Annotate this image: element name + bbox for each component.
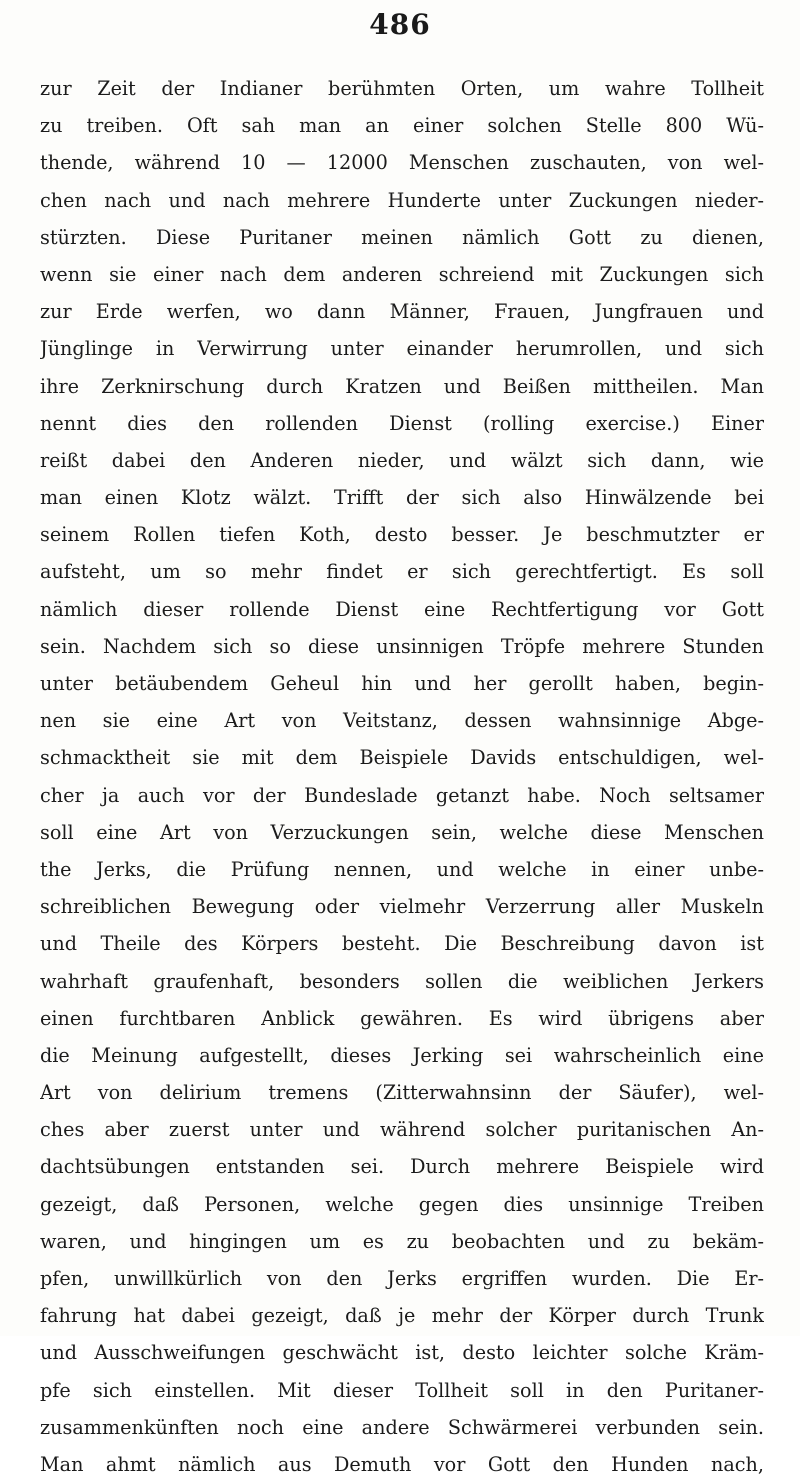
text-line: thende, während 10 — 12000 Menschen zuschauten, von wel- [40,151,764,175]
text-line: stürzten. Diese Puritaner meinen nämlich Gott zu dienen, [40,225,764,249]
text-line: pfe sich einstellen. Mit dieser Tollheit soll in den Puritaner- [40,1378,764,1402]
text-line: Man ahmt nämlich aus Demuth vor Gott den Hunden nach, [40,1452,764,1476]
body-text [40,70,764,1483]
text-line: einen furchtbaren Anblick gewähren. Es wird übrigens aber [40,1006,764,1030]
text-line: the Jerks, die Prüfung nennen, und welche in einer unbe- [40,857,764,881]
text-line: soll eine Art von Verzuckungen sein, welche diese Menschen [40,820,764,844]
text-line: seinem Rollen tiefen Koth, desto besser. Je beschmutzter er [40,523,764,547]
text-line: gezeigt, daß Personen, welche gegen dies unsinnige Treiben [40,1192,764,1216]
text-line: man einen Klotz wälzt. Trifft der sich also Hinwälzende bei [40,486,764,510]
text-line: fahrung hat dabei gezeigt, daß je mehr der Körper durch Trunk [40,1304,764,1328]
text-line: reißt dabei den Anderen nieder, und wälzt sich dann, wie [40,448,764,472]
text-line: wahrhaft graufenhaft, besonders sollen die weiblichen Jerkers [40,969,764,993]
text-line: pfen, unwillkürlich von den Jerks ergriffen wurden. Die Er- [40,1267,764,1290]
text-line: waren, und hingingen um es zu beobachten und zu bekäm- [40,1229,764,1253]
text-line: zu treiben. Oft sah man an einer solchen Stelle 800 Wü- [40,114,764,138]
text-line: cher ja auch vor der Bundeslade getanzt habe. Noch seltsamer [40,783,764,807]
text-line: chen nach und nach mehrere Hunderte unter Zuckungen nieder- [40,188,764,212]
text-line: unter betäubendem Geheul hin und her gerollt haben, begin- [40,672,764,695]
text-line: die Meinung aufgestellt, dieses Jerking sei wahrscheinlich eine [40,1043,764,1067]
text-line: Art von delirium tremens (Zitterwahnsinn der Säufer), wel- [40,1081,764,1105]
text-line: zusammenkünften noch eine andere Schwärmerei verbunden sein. [40,1415,764,1439]
text-line: sein. Nachdem sich so diese unsinnigen Tröpfe mehrere Stunden [40,634,764,658]
text-line: und Theile des Körpers besteht. Die Beschreibung davon ist [40,932,764,956]
text-line: wenn sie einer nach dem anderen schreiend mit Zuckungen sich [40,262,764,286]
text-line: ihre Zerknirschung durch Kratzen und Beißen mittheilen. Man [40,374,764,398]
text-line: und Ausschweifungen geschwächt ist, desto leichter solche Kräm- [40,1341,764,1365]
text-line: Jünglinge in Verwirrung unter einander herumrollen, und sich [40,337,764,361]
text-line: nennt dies den rollenden Dienst (rolling exercise.) Einer [40,411,764,435]
text-line: ches aber zuerst unter und während solcher puritanischen An- [40,1118,764,1142]
text-line: aufsteht, um so mehr findet er sich gerechtfertigt. Es soll [40,560,764,584]
text-line: zur Zeit der Indianer berühmten Orten, um wahre Tollheit [40,77,764,100]
page-number: 486 [369,8,431,41]
text-line: zur Erde werfen, wo dann Männer, Frauen, Jungfrauen und [40,300,764,324]
text-line: schmacktheit sie mit dem Beispiele Davids entschuldigen, wel- [40,746,764,770]
text-line: nen sie eine Art von Veitstanz, dessen wahnsinnige Abge- [40,709,764,733]
text-line: nämlich dieser rollende Dienst eine Rechtfertigung vor Gott [40,597,764,621]
text-line: dachtsübungen entstanden sei. Durch mehrere Beispiele wird [40,1155,764,1179]
text-line: schreiblichen Bewegung oder vielmehr Verzerrung aller Muskeln [40,895,764,919]
